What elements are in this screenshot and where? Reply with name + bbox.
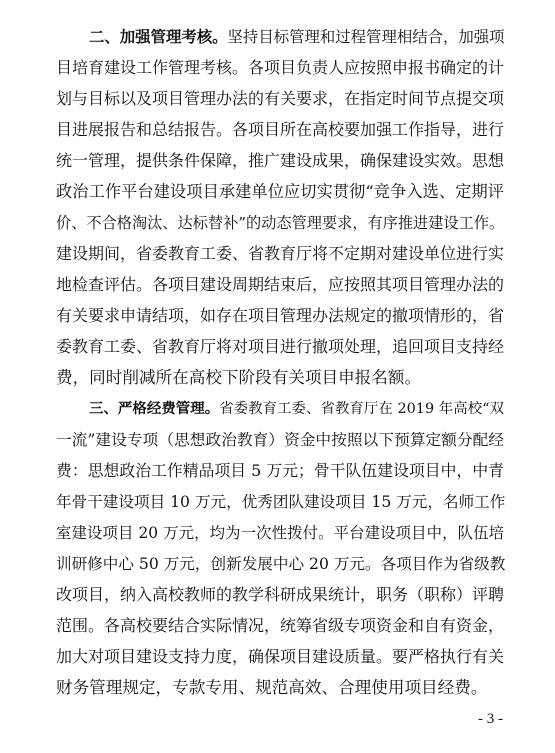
paragraph-line: 目培育建设工作管理考核。各项目负责人应按照申报书确定的计 (56, 58, 505, 77)
paragraph-text: 省委教育工委、省教育厅在 2019 年高校“双 (219, 401, 504, 417)
paragraph-line: 训研修中心 50 万元，创新发展中心 20 万元。各项目作为省级教 (56, 555, 506, 573)
paragraph-line: 政治工作平台建设项目承建单位应切实贯彻“竞争入选、定期评 (56, 182, 504, 201)
paragraph-line: 目进展报告和总结报告。各项目所在高校要加强工作指导，进行 (56, 120, 505, 139)
paragraph-line: 划与目标以及项目管理办法的有关要求，在指定时间节点提交项 (56, 89, 505, 108)
paragraph-line: 财务管理规定，专款专用、规范高效、合理使用项目经费。 (56, 678, 488, 697)
paragraph-line: 加大对项目建设支持力度，确保项目建设质量。要严格执行有关 (56, 647, 505, 666)
paragraph-line: 有关要求申请结项，如存在项目管理办法规定的撤项情形的，省 (56, 306, 505, 325)
page-number: - 3 - (478, 711, 503, 727)
paragraph-line: 价、不合格淘汰、达标替补”的动态管理要求，有序推进建设工作。 (56, 214, 505, 232)
paragraph-line: 改项目，纳入高校教师的教学科研成果统计，职务（职称）评聘 (56, 585, 505, 604)
paragraph-line (89, 21, 504, 53)
paragraph-line (89, 393, 504, 425)
paragraph-line: 地检查评估。各项目建设周期结束后，应按照其项目管理办法的 (56, 275, 505, 294)
paragraph-line: 统一管理，提供条件保障，推广建设成果，确保建设实效。思想 (56, 151, 505, 170)
section-heading: 二、加强管理考核。 (89, 28, 228, 46)
paragraph-line: 费，同时削减所在高校下阶段有关项目申报名额。 (56, 368, 422, 387)
paragraph-text: 坚持目标管理和过程管理相结合，加强项 (227, 28, 505, 46)
paragraph-line: 年骨干建设项目 10 万元，优秀团队建设项目 15 万元，名师工作 (56, 493, 506, 511)
paragraph-line: 室建设项目 20 万元，均为一次性拨付。平台建设项目中，队伍培 (56, 524, 504, 542)
paragraph-line: 委教育工委、省教育厅将对项目进行撤项处理，追回项目支持经 (56, 337, 505, 356)
section-heading: 三、严格经费管理。 (89, 401, 220, 417)
paragraph-line: 范围。各高校要结合实际情况，统筹省级专项资金和自有资金， (56, 616, 505, 635)
paragraph-line: 建设期间，省委教育工委、省教育厅将不定期对建设单位进行实 (56, 244, 505, 263)
paragraph-line: 费：思想政治工作精品项目 5 万元；骨干队伍建设项目中，中青 (56, 461, 504, 480)
paragraph-line: 一流”建设专项（思想政治教育）资金中按照以下预算定额分配经 (56, 431, 504, 449)
